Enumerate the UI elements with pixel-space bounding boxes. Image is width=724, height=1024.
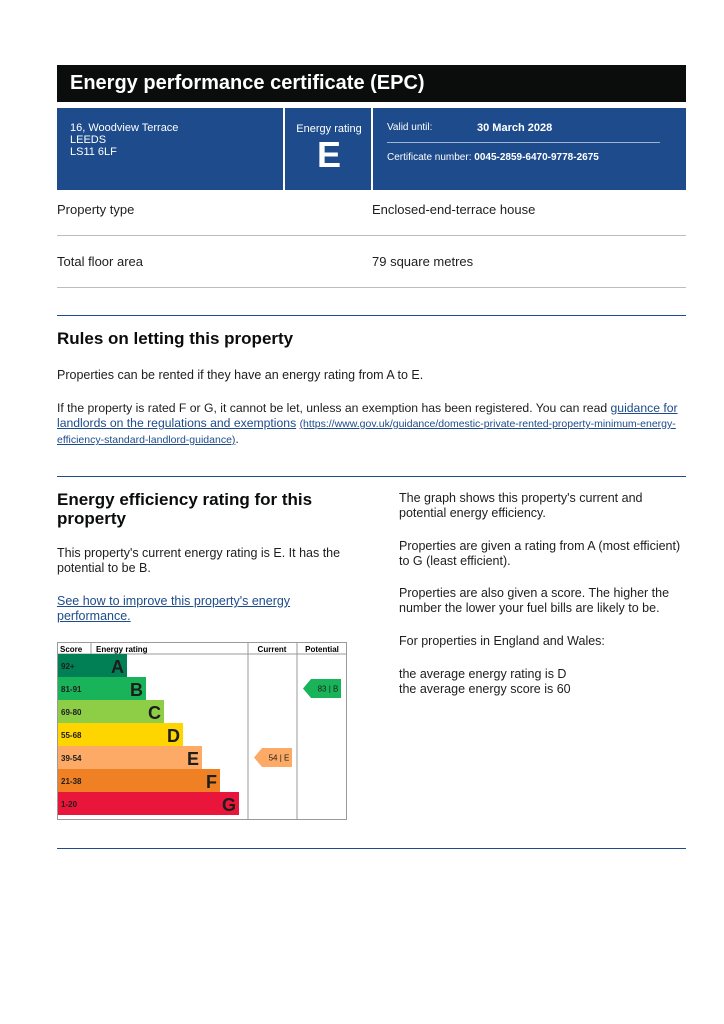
chart-header-score: Score (60, 645, 83, 654)
efficiency-heading: Energy efficiency rating for this property (57, 490, 313, 528)
letting-paragraph-1: Properties can be rented if they have an energy rating from A to E. (57, 368, 424, 382)
region-note: For properties in England and Wales: (399, 634, 605, 648)
score-description: Properties are also given a score. The higher the number the lower your fuel bills are likely to be. (399, 586, 670, 615)
divider (387, 142, 660, 143)
section-divider (57, 848, 686, 849)
floor-area-value: 79 square metres (372, 254, 474, 269)
band-letter: F (206, 772, 217, 792)
rating-description: Properties are given a rating from A (most efficient) to G (least efficient). (399, 539, 681, 568)
property-type-value: Enclosed-end-terrace house (372, 202, 536, 217)
band-score-label: 81-91 (61, 685, 82, 694)
energy-rating-cell (285, 108, 373, 190)
graph-description: The graph shows this property's current and potential energy efficiency. (399, 491, 643, 520)
band-letter: G (221, 795, 236, 815)
letting-end: . (235, 432, 239, 446)
property-type-label: Property type (57, 202, 135, 217)
chart-header-current: Current (257, 645, 287, 654)
address-line: LEEDS (70, 134, 107, 146)
band-bar (91, 746, 202, 769)
band-score-label: 21-38 (61, 777, 82, 786)
band-score-label: 39-54 (61, 754, 82, 763)
energy-rating-label: Energy rating (296, 123, 362, 135)
floor-area-label: Total floor area (57, 254, 143, 269)
band-bar (91, 792, 239, 815)
band-score-label: 55-68 (61, 731, 82, 740)
band-letter: D (167, 726, 180, 746)
band-letter: A (111, 657, 124, 677)
average-score: the average energy score is 60 (399, 682, 571, 696)
current-rating-text: This property's current energy rating is E. It has the potential to be B. (57, 546, 341, 575)
certificate-number-value: 0045-2859-6470-9778-2675 (474, 152, 599, 163)
band-score-label: 92+ (61, 662, 75, 671)
section-divider (57, 476, 686, 477)
chart-header-rating: Energy rating (96, 645, 148, 654)
chart-header-potential: Potential (305, 645, 339, 654)
potential-rating-label: 83 | B (317, 684, 339, 694)
letting-text: If the property is rated F or G, it cannot be let, unless an exemption has been registered. You can read (57, 401, 608, 415)
certificate-summary (57, 108, 686, 190)
section-divider (57, 315, 686, 316)
valid-until-value: 30 March 2028 (477, 122, 553, 134)
validity-cell (387, 122, 677, 163)
landlord-guidance-link[interactable]: guidance for landlords on the regulations and exemptions (57, 401, 678, 430)
page-title: Energy performance certificate (EPC) (57, 65, 686, 102)
divider (57, 235, 686, 236)
band-score-label: 1-20 (61, 800, 78, 809)
energy-rating-letter: E (316, 134, 341, 175)
band-score-label: 69-80 (61, 708, 82, 717)
average-rating: the average energy rating is D (399, 667, 567, 681)
band-letter: C (148, 703, 161, 723)
band-letter: B (130, 680, 143, 700)
valid-until-label: Valid until: (387, 122, 433, 133)
letting-heading: Rules on letting this property (57, 329, 294, 348)
property-address (70, 122, 178, 158)
energy-rating-chart (57, 642, 347, 820)
band-letter: E (186, 749, 199, 769)
landlord-guidance-url[interactable]: (https://www.gov.uk/guidance/domestic-private-rented-property-minimum-energy-efficiency-standard-landlord-guidance) (57, 418, 676, 446)
letting-paragraph-2 (57, 401, 689, 448)
divider (371, 108, 373, 190)
current-rating-label: 54 | E (268, 753, 290, 763)
address-line: LS11 6LF (70, 146, 117, 158)
address-line: 16, Woodview Terrace (70, 122, 179, 134)
improve-performance-link[interactable]: See how to improve this property's energy performance. (57, 594, 291, 623)
band-bar (91, 769, 220, 792)
divider (57, 287, 686, 288)
certificate-number-label: Certificate number: (387, 152, 472, 163)
